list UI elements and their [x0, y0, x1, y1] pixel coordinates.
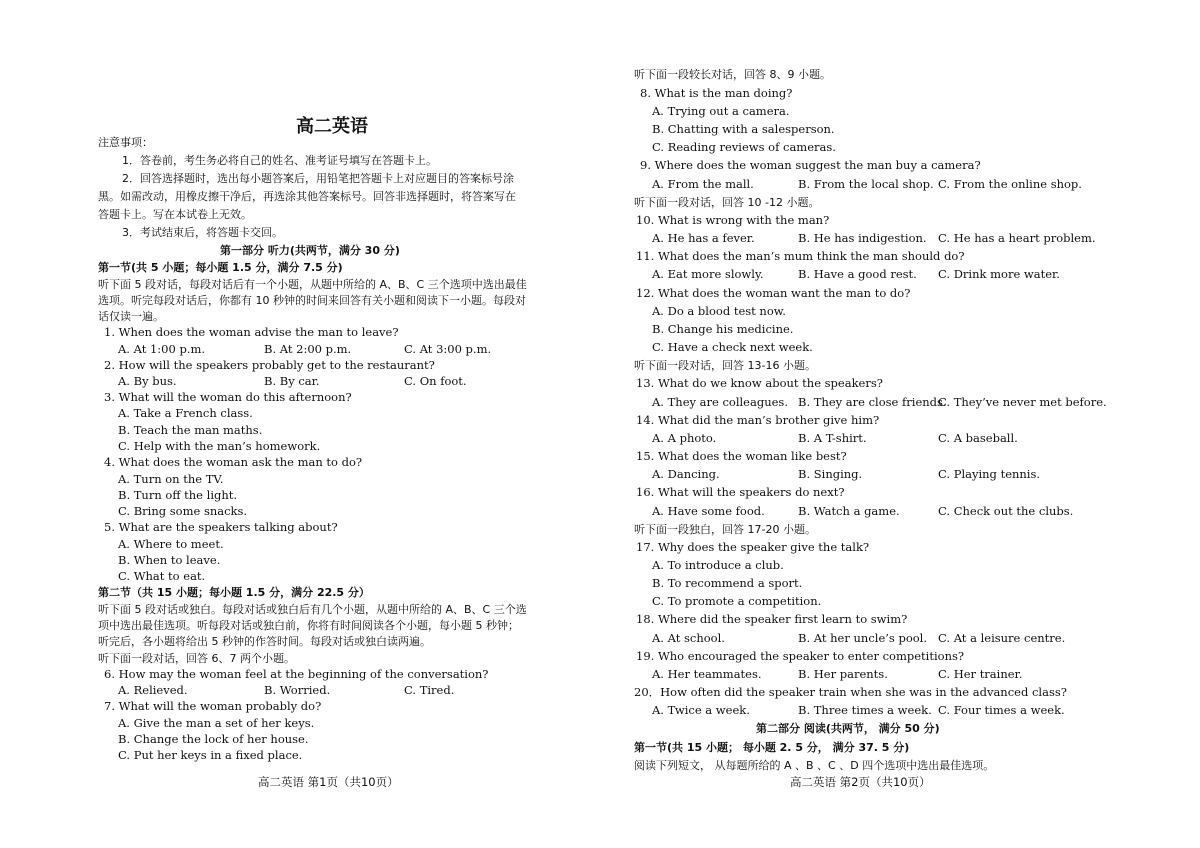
option-b: B. Change his medicine.	[652, 322, 794, 336]
option-c: C. Put her keys in a fixed place.	[118, 748, 303, 762]
question-stem: 5. What are the speakers talking about?	[104, 520, 338, 534]
question-stem: 17. Why does the speaker give the talk?	[636, 540, 870, 554]
option-b: B. Have a good rest.	[798, 267, 917, 281]
option-a: A. Take a French class.	[118, 406, 253, 420]
question-stem: 7. What will the woman probably do?	[104, 699, 322, 713]
option-a: A. At 1:00 p.m.	[118, 342, 206, 356]
option-c: C. Tired.	[404, 683, 455, 697]
option-c: C. A baseball.	[938, 431, 1018, 445]
option-c: C. On foot.	[404, 374, 467, 388]
notice-heading: 注意事项：	[98, 136, 153, 149]
notice-item: 3．考试结束后，将答题卡交回。	[122, 226, 283, 239]
question-stem: 15. What does the woman like best?	[636, 449, 847, 463]
notice-item: 2．回答选择题时，选出每小题答案后，用铅笔把答题卡上对应题目的答案标号涂	[122, 172, 514, 185]
section1-title: 第一节(共 5 小题；每小题 1.5 分，满分 7.5 分)	[98, 261, 343, 274]
option-c: C. Help with the man’s homework.	[118, 439, 321, 453]
option-c: C. Have a check next week.	[652, 340, 813, 354]
option-a: A. Have some food.	[652, 504, 765, 518]
question-stem: 12. What does the woman want the man to do?	[636, 286, 911, 300]
option-b: B. They are close friends.	[798, 395, 947, 409]
option-c: C. Check out the clubs.	[938, 504, 1074, 518]
group-instruction: 听下面一段对话，回答 13-16 小题。	[634, 359, 816, 372]
question-stem: 3. What will the woman do this afternoon?	[104, 390, 352, 404]
option-a: A. To introduce a club.	[652, 558, 784, 572]
question-stem: 6. How may the woman feel at the beginning of the conversation?	[104, 667, 489, 681]
option-a: A. Eat more slowly.	[652, 267, 764, 281]
option-c: C. Bring some snacks.	[118, 504, 248, 518]
option-c: C. Drink more water.	[938, 267, 1060, 281]
option-a: A. Trying out a camera.	[652, 104, 790, 118]
group-instruction: 听下面一段较长对话，回答 8、9 小题。	[634, 68, 831, 81]
question-stem: 11. What does the man’s mum think the man should do?	[636, 249, 965, 263]
option-c: C. Four times a week.	[938, 703, 1065, 717]
option-b: B. Turn off the light.	[118, 488, 238, 502]
option-a: A. Twice a week.	[652, 703, 750, 717]
part2-section1-title: 第一节(共 15 小题； 每小题 2. 5 分， 满分 37. 5 分)	[634, 741, 910, 754]
question-stem: 4. What does the woman ask the man to do?	[104, 455, 363, 469]
option-b: B. A T-shirt.	[798, 431, 867, 445]
option-a: A. At school.	[652, 631, 725, 645]
option-b: B. By car.	[264, 374, 320, 388]
option-c: C. What to eat.	[118, 569, 206, 583]
option-b: B. Her parents.	[798, 667, 888, 681]
option-a: A. They are colleagues.	[652, 395, 788, 409]
question-stem: 14. What did the man’s brother give him?	[636, 413, 880, 427]
option-b: B. Three times a week.	[798, 703, 932, 717]
option-c: C. Her trainer.	[938, 667, 1023, 681]
option-a: A. Give the man a set of her keys.	[118, 716, 315, 730]
question-stem: 1. When does the woman advise the man to leave?	[104, 325, 399, 339]
option-b: B. At her uncle’s pool.	[798, 631, 927, 645]
option-a: A. A photo.	[652, 431, 717, 445]
option-c: C. He has a heart problem.	[938, 231, 1096, 245]
option-c: C. At a leisure centre.	[938, 631, 1066, 645]
section2-title: 第二节（共 15 小题；每小题 1.5 分，满分 22.5 分）	[98, 586, 370, 599]
option-c: C. Reading reviews of cameras.	[652, 140, 836, 154]
group-instruction: 听下面一段对话，回答 6、7 两个小题。	[98, 652, 295, 665]
section2-instruction: 项中选出最佳选项。听每段对话或独白前，你将有时间阅读各个小题，每小题 5 秒钟；	[98, 619, 519, 632]
question-stem: 10. What is wrong with the man?	[636, 213, 830, 227]
page-footer: 高二英语 第2页（共10页）	[790, 775, 931, 789]
part2-instruction: 阅读下列短文， 从每题所给的 A 、B 、C 、D 四个选项中选出最佳选项。	[634, 759, 995, 772]
question-stem: 20．How often did the speaker train when she was in the advanced class?	[634, 685, 1067, 699]
group-instruction: 听下面一段对话，回答 10 -12 小题。	[634, 196, 820, 209]
notice-item: 1．答卷前，考生务必将自己的姓名、准考证号填写在答题卡上。	[122, 154, 437, 167]
option-c: C. They’ve never met before.	[938, 395, 1107, 409]
option-c: C. Playing tennis.	[938, 467, 1041, 481]
option-a: A. From the mall.	[652, 177, 754, 191]
option-b: B. Change the lock of her house.	[118, 732, 309, 746]
option-a: A. Turn on the TV.	[118, 472, 224, 486]
option-a: A. Her teammates.	[652, 667, 762, 681]
question-stem: 13. What do we know about the speakers?	[636, 376, 883, 390]
section2-instruction: 听完后，各小题将给出 5 秒钟的作答时间。每段对话或独白读两遍。	[98, 635, 431, 648]
notice-item: 答题卡上。写在本试卷上无效。	[98, 208, 252, 221]
notice-item: 黑。如需改动，用橡皮擦干净后，再选涂其他答案标号。回答非选择题时，将答案写在	[98, 190, 516, 203]
section1-instruction: 听下面 5 段对话，每段对话后有一个小题，从题中所给的 A、B、C 三个选项中选出最佳	[98, 278, 527, 291]
option-c: C. From the online shop.	[938, 177, 1082, 191]
group-instruction: 听下面一段独白，回答 17-20 小题。	[634, 523, 816, 536]
question-stem: 18. Where did the speaker first learn to swim?	[636, 612, 908, 626]
option-b: B. Worried.	[264, 683, 331, 697]
section2-instruction: 听下面 5 段对话或独白。每段对话或独白后有几个小题，从题中所给的 A、B、C 三个选	[98, 603, 527, 616]
section1-instruction: 话仅读一遍。	[98, 310, 164, 323]
option-a: A. By bus.	[118, 374, 177, 388]
part2-title: 第二部分 阅读(共两节， 满分 50 分)	[756, 722, 940, 735]
option-b: B. Chatting with a salesperson.	[652, 122, 835, 136]
part1-title: 第一部分 听力(共两节，满分 30 分)	[220, 244, 400, 257]
question-stem: 8. What is the man doing?	[640, 86, 793, 100]
exam-page-2	[600, 0, 1200, 848]
section1-instruction: 选项。听完每段对话后，你都有 10 秒钟的时间来回答有关小题和阅读下一小题。每段对	[98, 294, 526, 307]
option-a: A. Dancing.	[652, 467, 720, 481]
exam-title: 高二英语	[296, 116, 368, 137]
option-a: A. He has a fever.	[652, 231, 755, 245]
option-b: B. When to leave.	[118, 553, 221, 567]
option-c: C. To promote a competition.	[652, 594, 822, 608]
option-b: B. To recommend a sport.	[652, 576, 803, 590]
option-c: C. At 3:00 p.m.	[404, 342, 492, 356]
option-b: B. Teach the man maths.	[118, 423, 263, 437]
question-stem: 9. Where does the woman suggest the man buy a camera?	[640, 158, 981, 172]
page-footer: 高二英语 第1页（共10页）	[258, 775, 399, 789]
question-stem: 2. How will the speakers probably get to the restaurant?	[104, 358, 435, 372]
question-stem: 16. What will the speakers do next?	[636, 485, 845, 499]
option-a: A. Relieved.	[118, 683, 188, 697]
question-stem: 19. Who encouraged the speaker to enter competitions?	[636, 649, 965, 663]
option-b: B. At 2:00 p.m.	[264, 342, 352, 356]
option-a: A. Do a blood test now.	[652, 304, 786, 318]
option-b: B. He has indigestion.	[798, 231, 927, 245]
option-b: B. Watch a game.	[798, 504, 900, 518]
option-b: B. Singing.	[798, 467, 863, 481]
option-b: B. From the local shop.	[798, 177, 934, 191]
option-a: A. Where to meet.	[118, 537, 224, 551]
